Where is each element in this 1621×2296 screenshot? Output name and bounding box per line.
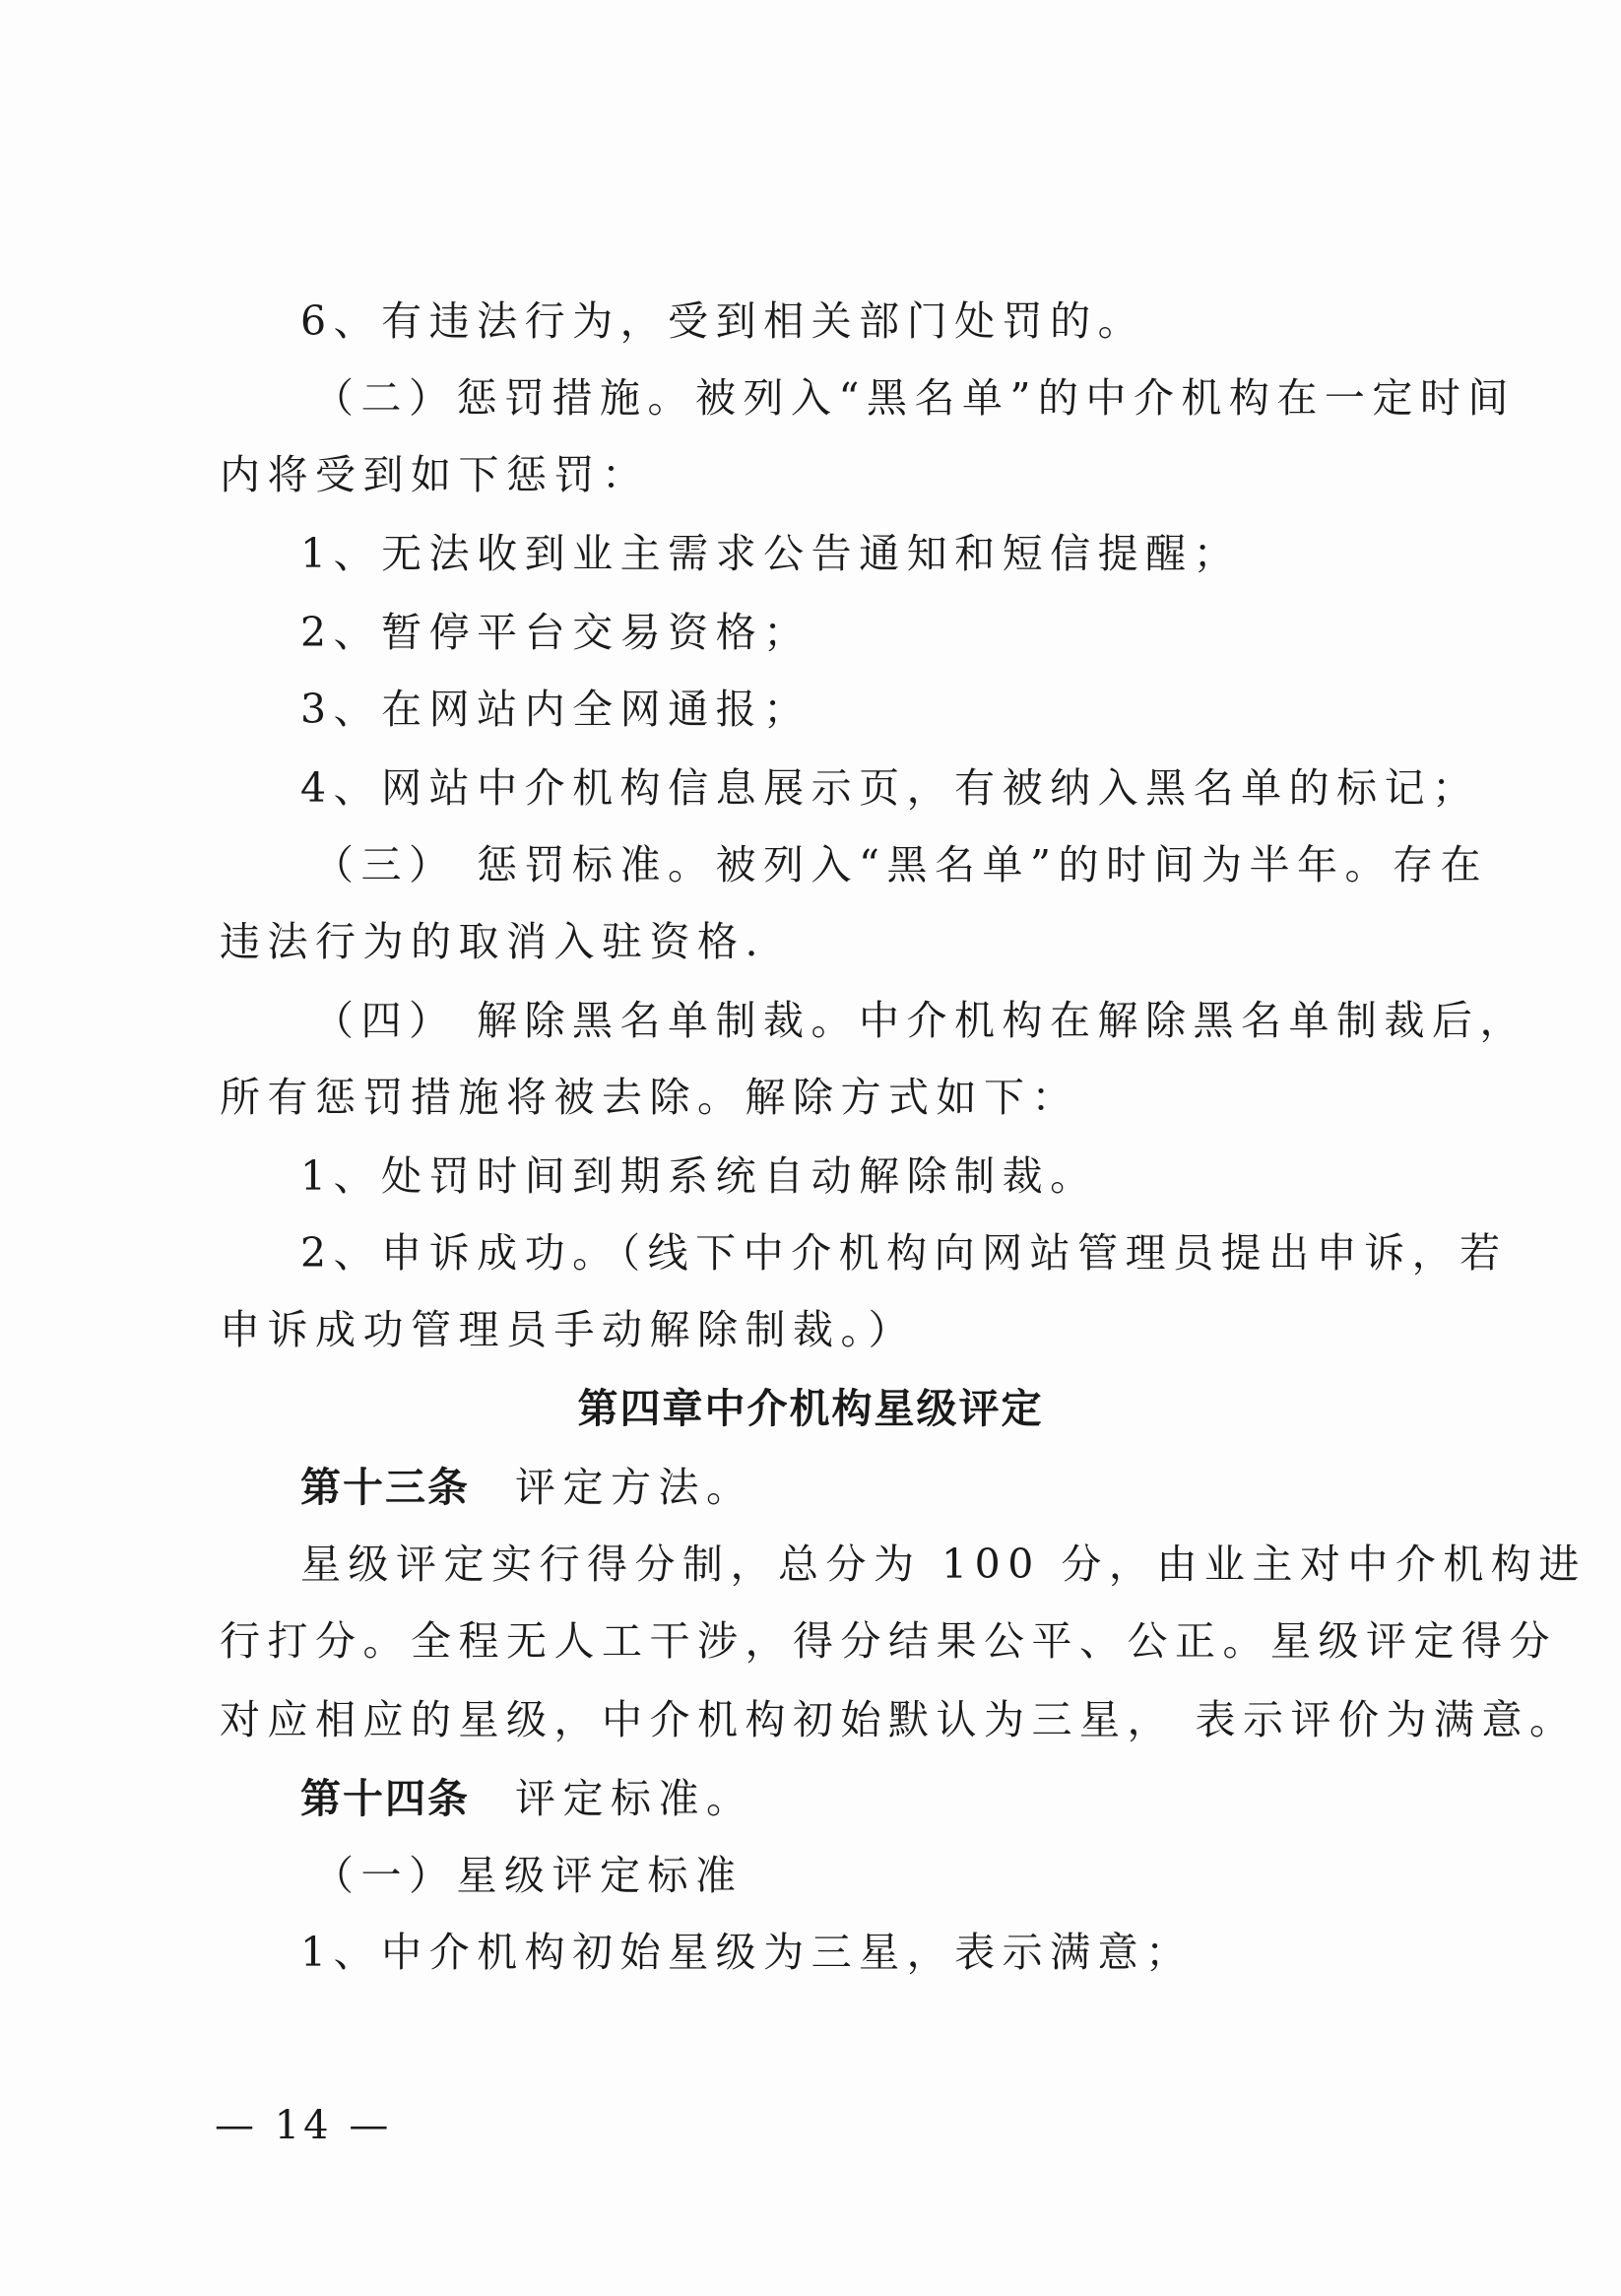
article-13-number: 第十三条 bbox=[300, 1464, 470, 1511]
text-line: 4、网站中介机构信息展示页，有被纳入黑名单的标记； bbox=[300, 764, 1480, 812]
text-line: 违法行为的取消入驻资格. bbox=[220, 918, 766, 965]
chapter-title: 第四章中介机构星级评定 bbox=[577, 1385, 1044, 1432]
text-line: 6、有违法行为，受到相关部门处罚的。 bbox=[300, 297, 1146, 345]
text-line: 1、无法收到业主需求公告通知和短信提醒； bbox=[300, 530, 1242, 577]
text-line: 2、申诉成功。（线下中介机构向网站管理员提出申诉，若 bbox=[300, 1229, 1508, 1277]
article-13-heading bbox=[300, 1458, 1482, 1517]
text-line: 3、在网站内全网通报； bbox=[300, 686, 811, 733]
text-line: （三） 惩罚标准。被列入“黑名单”的时间为半年。存在 bbox=[313, 841, 1488, 888]
text-line: （四） 解除黑名单制裁。中介机构在解除黑名单制裁后， bbox=[313, 997, 1528, 1044]
text-line: 内将受到如下惩罚： bbox=[220, 451, 650, 498]
text-line: （二）惩罚措施。被列入“黑名单”的中介机构在一定时间 bbox=[313, 374, 1516, 422]
text-line: 申诉成功管理员手动解除制裁。） bbox=[220, 1306, 916, 1353]
text-line: 2、暂停平台交易资格； bbox=[300, 609, 811, 656]
text-line: 所有惩罚措施将被去除。解除方式如下： bbox=[220, 1074, 1079, 1121]
article-14-heading bbox=[300, 1769, 1482, 1828]
text-line: 星级评定实行得分制，总分为 100 分，由业主对中介机构进 bbox=[300, 1541, 1587, 1588]
text-line: （一）星级评定标准 bbox=[313, 1852, 744, 1899]
article-14-title: 评定标准。 bbox=[515, 1775, 754, 1822]
text-line: 1、处罚时间到期系统自动解除制裁。 bbox=[300, 1152, 1098, 1200]
text-line: 1、中介机构初始星级为三星，表示满意； bbox=[300, 1929, 1194, 1976]
page-number: — 14 — bbox=[215, 2103, 393, 2148]
text-line: 对应相应的星级，中介机构初始默认为三星， 表示评价为满意。 bbox=[220, 1696, 1578, 1743]
text-line: 行打分。全程无人工干涉，得分结果公平、公正。星级评定得分 bbox=[220, 1617, 1557, 1665]
article-13-title: 评定方法。 bbox=[515, 1464, 754, 1511]
article-14-number: 第十四条 bbox=[300, 1775, 470, 1822]
